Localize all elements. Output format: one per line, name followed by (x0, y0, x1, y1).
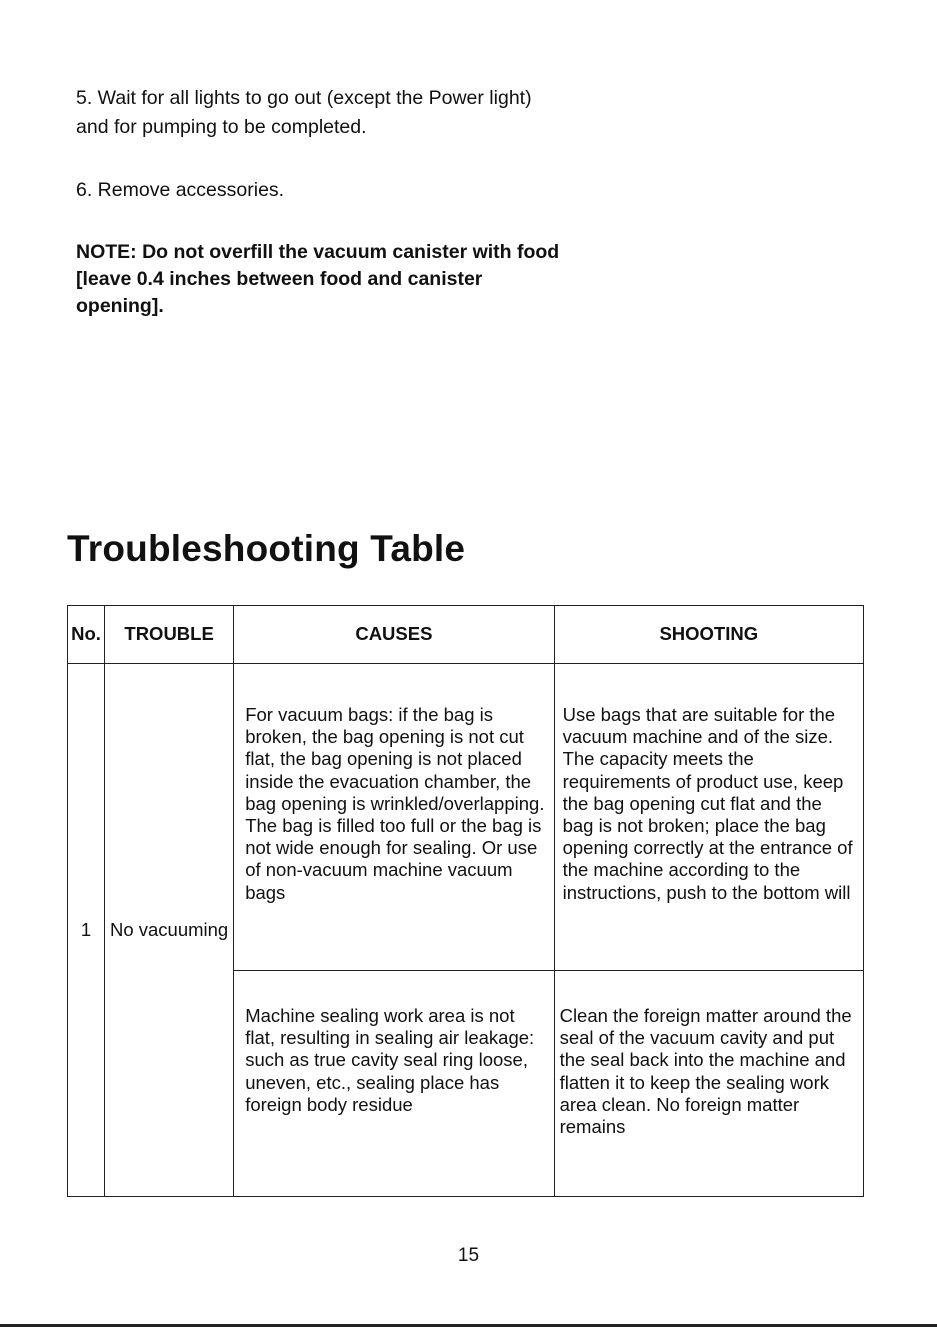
header-no: No. (68, 606, 105, 664)
table-row (68, 664, 864, 971)
cause-text: Machine sealing work area is not flat, resulting in sealing air leakage: such as true cavity seal ring loose, uneven, etc., sealing place has foreign body residue (245, 1005, 535, 1115)
header-trouble: TROUBLE (105, 606, 234, 664)
page-number: 15 (457, 1245, 480, 1266)
cause-cell (234, 971, 554, 1197)
shooting-cell (554, 664, 863, 971)
table-header-row (68, 606, 864, 664)
header-causes: CAUSES (234, 606, 554, 664)
cause-cell (234, 664, 554, 971)
canister-note: NOTE: Do not overfill the vacuum canister with food [leave 0.4 inches between food and canister opening]. (76, 241, 560, 317)
shooting-text: Use bags that are suitable for the vacuum machine and of the size. The capacity meets the requirements of product use, keep the bag opening cut flat and the bag is not broken; place the bag opening correctly at the entrance of the machine according to the instructions, push to the bottom will (562, 704, 853, 903)
section-title: Troubleshooting Table (67, 528, 466, 569)
cause-text: For vacuum bags: if the bag is broken, the bag opening is not cut flat, the bag opening is not placed inside the evacuation chamber, the bag opening is wrinkled/overlapping. The bag is filled too full or the bag is not wide enough for sealing. Or use of non-vacuum machine vacuum bags (245, 704, 545, 903)
shooting-text: Clean the foreign matter around the seal of the vacuum cavity and put the seal back into the machine and flatten it to keep the sealing work area clean. No foreign matter remains (559, 1005, 852, 1138)
row-number: 1 (68, 664, 105, 1197)
troubleshooting-table (67, 605, 864, 1197)
shooting-cell (554, 971, 863, 1197)
instruction-step-5: 5. Wait for all lights to go out (except the Power light) and for pumping to be completed. (76, 87, 532, 138)
header-shooting: SHOOTING (554, 606, 863, 664)
trouble-cell: No vacuuming (105, 664, 234, 1197)
instruction-step-6: 6. Remove accessories. (76, 179, 285, 201)
bottom-rule (0, 1324, 937, 1327)
